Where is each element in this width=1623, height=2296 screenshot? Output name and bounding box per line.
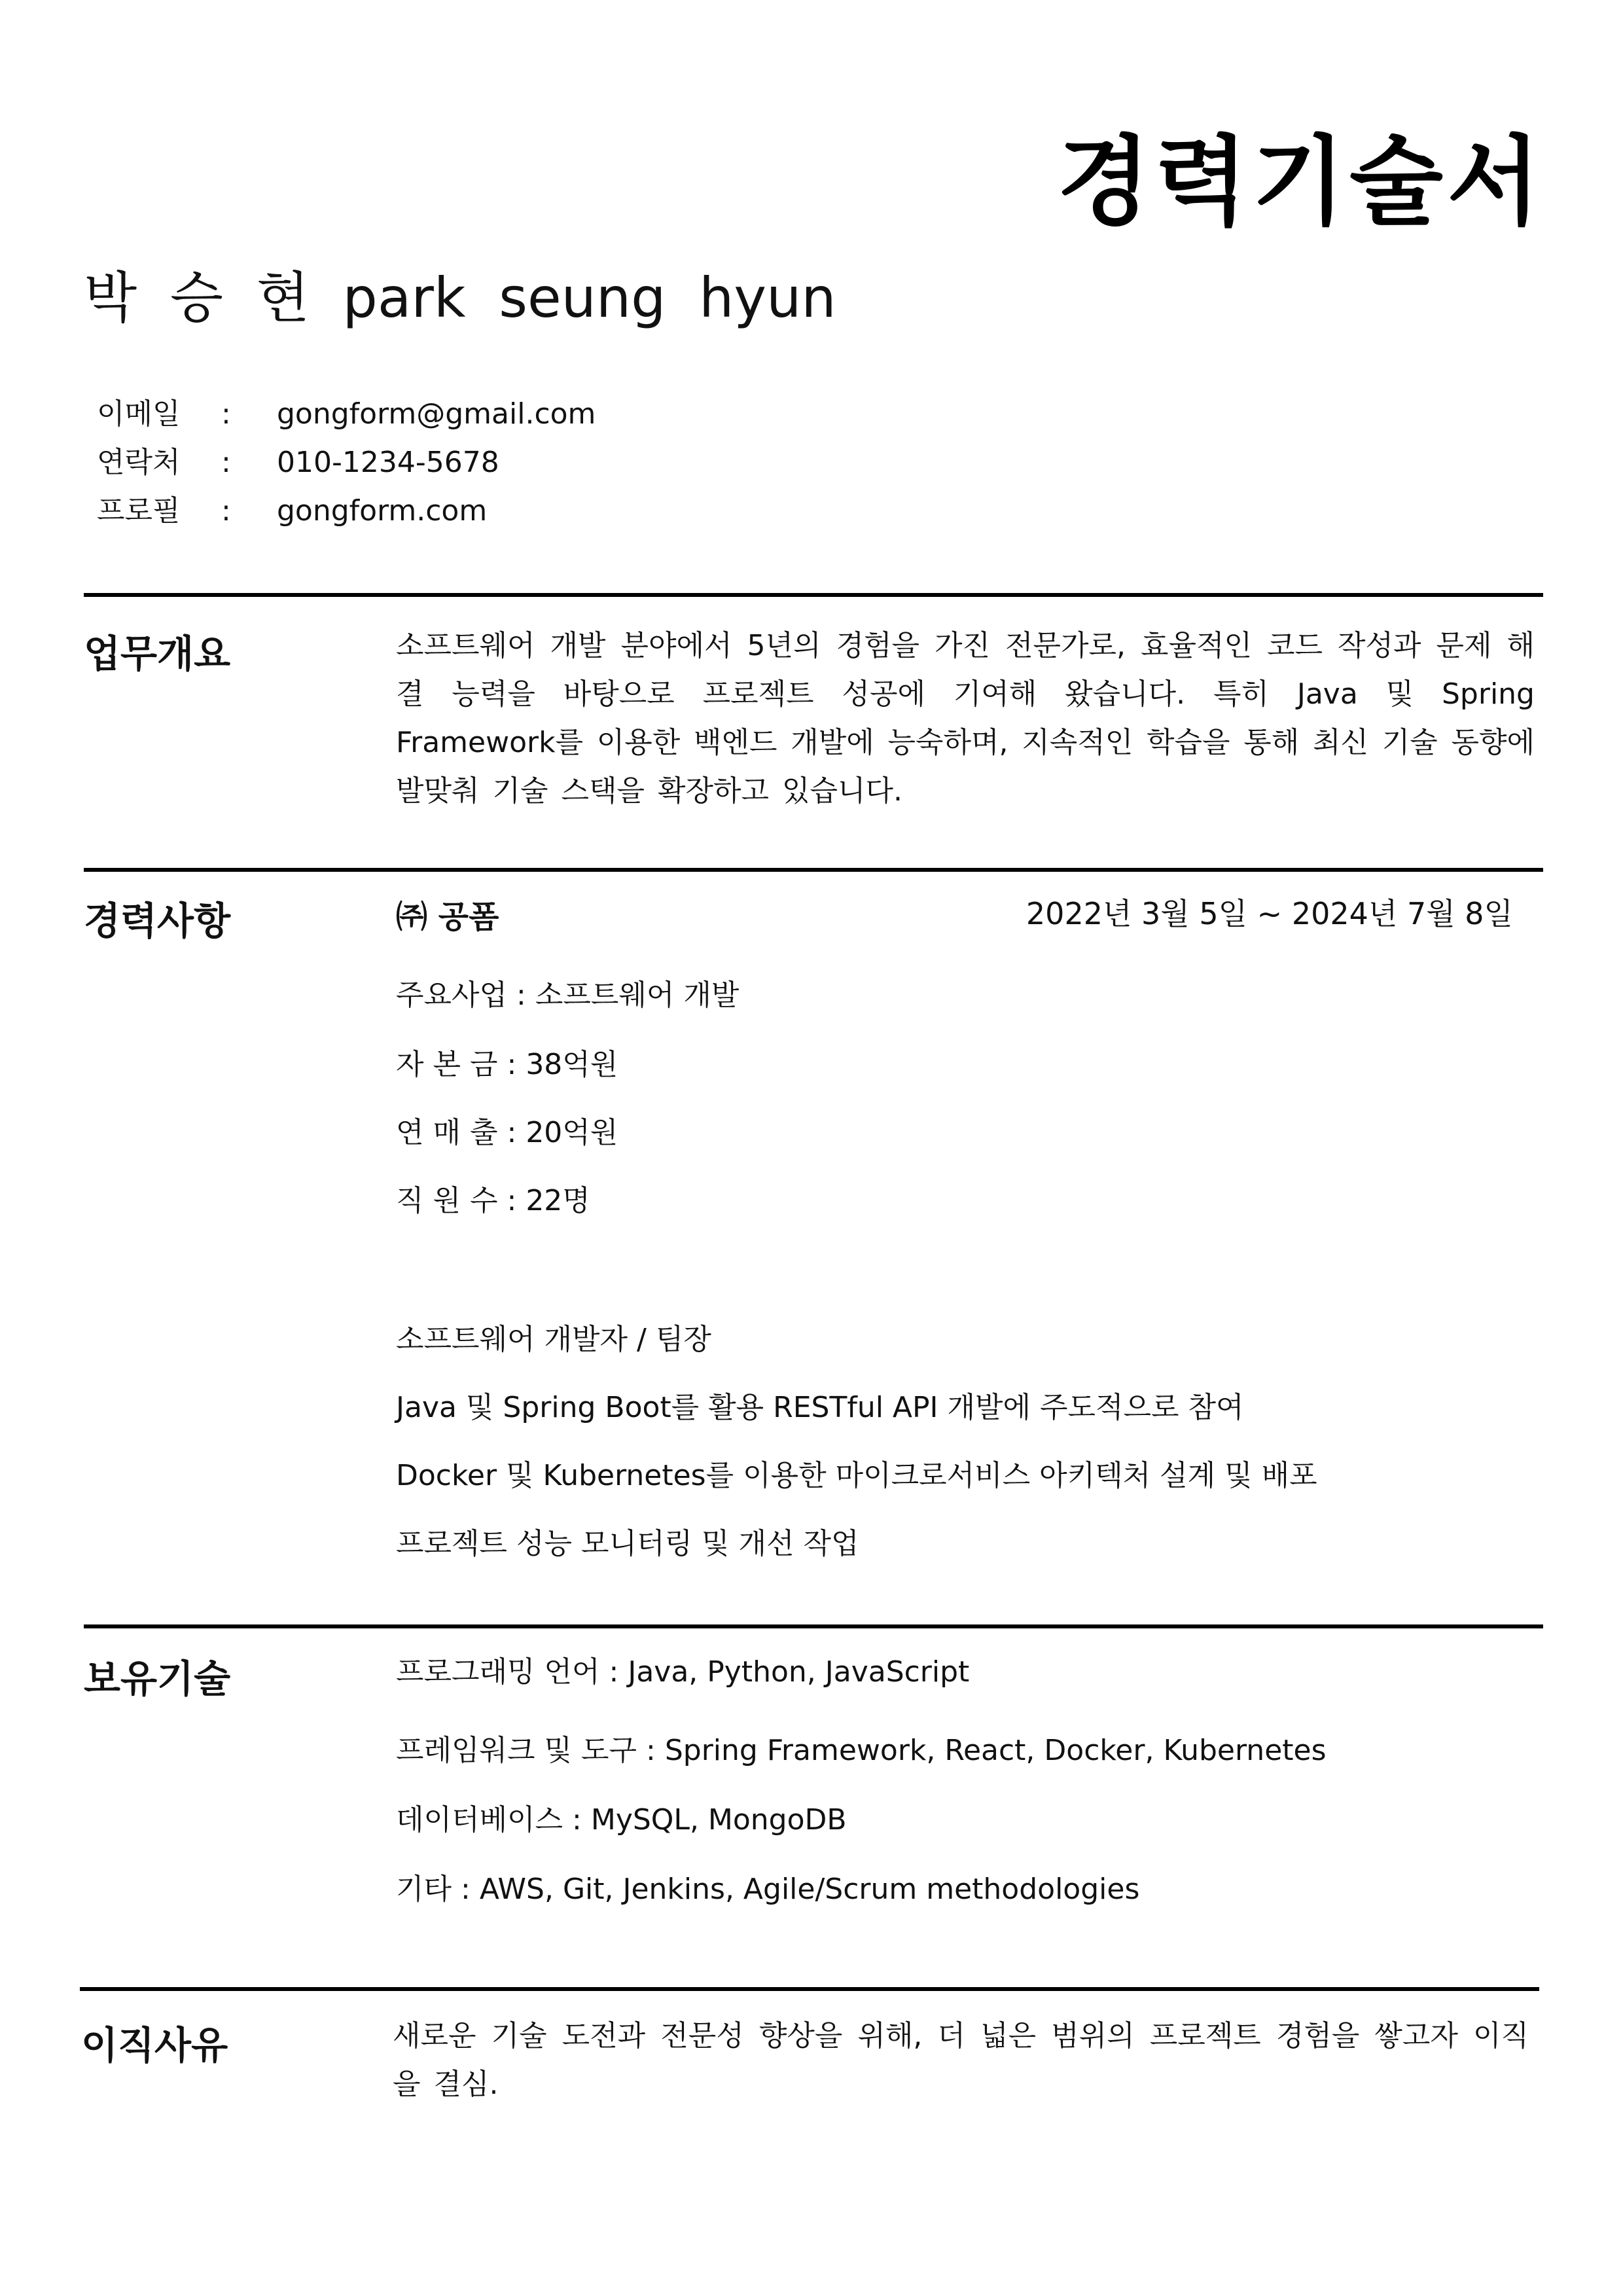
- skills-heading: 보유기술: [84, 1657, 231, 1701]
- skill-separator: :: [646, 1734, 656, 1767]
- contact-email-row: [97, 391, 596, 437]
- skill-row: [396, 1648, 969, 1690]
- contact-separator: :: [221, 494, 231, 528]
- section-divider: [84, 593, 1543, 597]
- fact-label: 연 매 출: [396, 1116, 498, 1149]
- skill-label: 기타: [396, 1873, 452, 1906]
- job-role: 소프트웨어 개발자 / 팀장: [396, 1323, 711, 1356]
- overview-heading: 업무개요: [84, 632, 231, 676]
- fact-value: 38억원: [526, 1048, 618, 1081]
- skill-row: [396, 1727, 1327, 1768]
- company-name: ㈜ 공폼: [396, 899, 499, 935]
- section-divider: [80, 1987, 1539, 1991]
- skill-value: Spring Framework, React, Docker, Kubernetes: [664, 1734, 1327, 1767]
- skill-label: 프레임워크 및 도구: [396, 1734, 637, 1767]
- duty-item: Java 및 Spring Boot를 활용 RESTful API 개발에 주도적으로 참여: [396, 1391, 1244, 1424]
- company-fact-row: [396, 1109, 618, 1151]
- company-fact-row: [396, 1041, 618, 1083]
- fact-label: 주요사업: [396, 978, 508, 1012]
- overview-text: 소프트웨어 개발 분야에서 5년의 경험을 가진 전문가로, 효율적인 코드 작성과 문제 해결 능력을 바탕으로 프로젝트 성공에 기여해 왔습니다. 특히 Java 및 Spring Framework를 이용한 백엔드 개발에 능숙하며, 지속적인 학습을 통해 최신 기술 동향에 발맞춰 기술 스택을 확장하고 있습니다.: [396, 629, 1535, 808]
- company-fact-row: [396, 1177, 590, 1219]
- skill-value: AWS, Git, Jenkins, Agile/Scrum methodologies: [479, 1873, 1140, 1906]
- reason-heading: 이직사유: [81, 2023, 228, 2068]
- skill-row: [396, 1796, 847, 1838]
- fact-label: 자 본 금: [396, 1048, 498, 1081]
- contact-phone-row: [97, 440, 499, 486]
- contact-email-value: gongform@gmail.com: [277, 397, 596, 431]
- contact-separator: :: [221, 397, 231, 431]
- skill-separator: :: [461, 1873, 471, 1906]
- fact-value: 20억원: [526, 1116, 618, 1149]
- company-fact-row: [396, 971, 739, 1013]
- skill-label: 프로그래밍 언어: [396, 1655, 600, 1689]
- skill-value: MySQL, MongoDB: [590, 1803, 847, 1837]
- fact-separator: :: [507, 1116, 517, 1149]
- fact-label: 직 원 수: [396, 1184, 498, 1217]
- fact-separator: :: [516, 978, 526, 1012]
- contact-separator: :: [221, 446, 231, 479]
- contact-profile-row: [97, 488, 487, 534]
- contact-profile-value: gongform.com: [277, 494, 488, 528]
- duty-item: 프로젝트 성능 모니터링 및 개선 작업: [396, 1527, 859, 1560]
- duty-item: Docker 및 Kubernetes를 이용한 마이크로서비스 아키텍처 설계 및 배포: [396, 1459, 1317, 1492]
- contact-label: 연락처: [97, 446, 181, 479]
- skill-row: [396, 1865, 1139, 1907]
- employment-period: 2022년 3월 5일 ~ 2024년 7월 8일: [1026, 896, 1513, 931]
- skill-separator: :: [572, 1803, 582, 1837]
- contact-label: 이메일: [97, 397, 181, 431]
- document-title: 경력기술서: [1057, 124, 1544, 238]
- fact-value: 22명: [526, 1184, 590, 1217]
- section-divider: [84, 1624, 1543, 1628]
- fact-separator: :: [507, 1048, 517, 1081]
- skill-value: Java, Python, JavaScript: [628, 1655, 970, 1689]
- skill-label: 데이터베이스: [396, 1803, 563, 1837]
- section-divider: [84, 868, 1543, 872]
- career-heading: 경력사항: [84, 899, 231, 943]
- applicant-name: 박 승 현 park seung hyun: [84, 266, 836, 330]
- reason-text: 새로운 기술 도전과 전문성 향상을 위해, 더 넓은 범위의 프로젝트 경험을 쌓고자 이직을 결심.: [393, 2019, 1529, 2101]
- skill-separator: :: [609, 1655, 619, 1689]
- fact-value: 소프트웨어 개발: [535, 978, 740, 1012]
- fact-separator: :: [507, 1184, 517, 1217]
- contact-label: 프로필: [97, 494, 181, 528]
- contact-phone-value: 010-1234-5678: [277, 446, 499, 479]
